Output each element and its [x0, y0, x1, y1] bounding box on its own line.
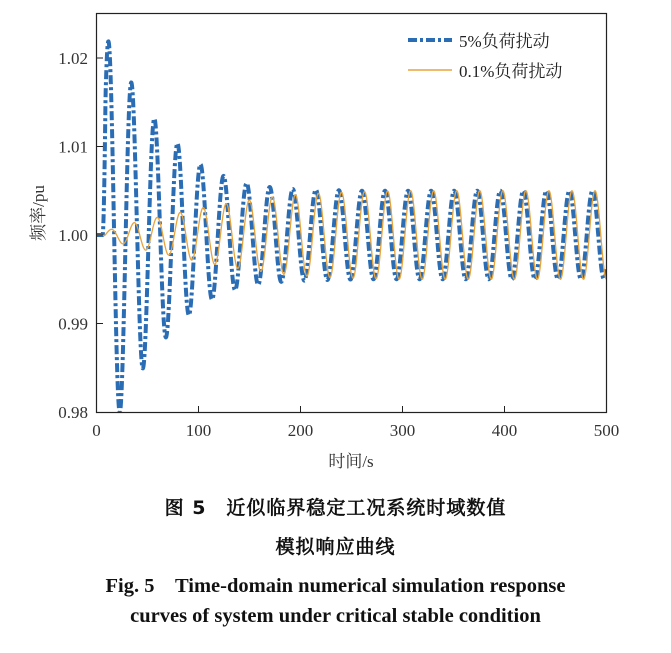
- caption-en-line2: curves of system under critical stable condition: [130, 605, 541, 627]
- x-tick-label: 500: [593, 421, 620, 440]
- y-tick-label: 1.02: [58, 49, 88, 68]
- x-tick-label: 300: [389, 421, 416, 440]
- y-tick-label: 0.98: [58, 403, 88, 422]
- y-tick-label: 1.00: [58, 226, 88, 245]
- x-tick-label: 0: [92, 421, 101, 440]
- legend-label-5pct: 5%负荷扰动: [459, 32, 550, 51]
- x-axis-label: 时间/s: [328, 452, 374, 471]
- caption-en-line1: Fig. 5 Time-domain numerical simulation response: [105, 575, 566, 597]
- x-tick-label: 200: [287, 421, 314, 440]
- x-tick-label: 100: [185, 421, 212, 440]
- series-5pct-line: [97, 41, 607, 412]
- caption-cn-line2: 模拟响应曲线: [275, 536, 396, 558]
- legend: [408, 32, 562, 81]
- legend-label-01pct: 0.1%负荷扰动: [459, 62, 563, 81]
- series-layer: [97, 41, 607, 412]
- y-tick-label: 0.99: [58, 314, 88, 334]
- y-tick-label: 1.01: [58, 137, 88, 157]
- x-tick-label: 400: [491, 421, 518, 440]
- y-axis-label: 频率/pu: [29, 185, 48, 241]
- caption-cn-line1: 图 5 近似临界稳定工况系统时域数值: [164, 497, 507, 519]
